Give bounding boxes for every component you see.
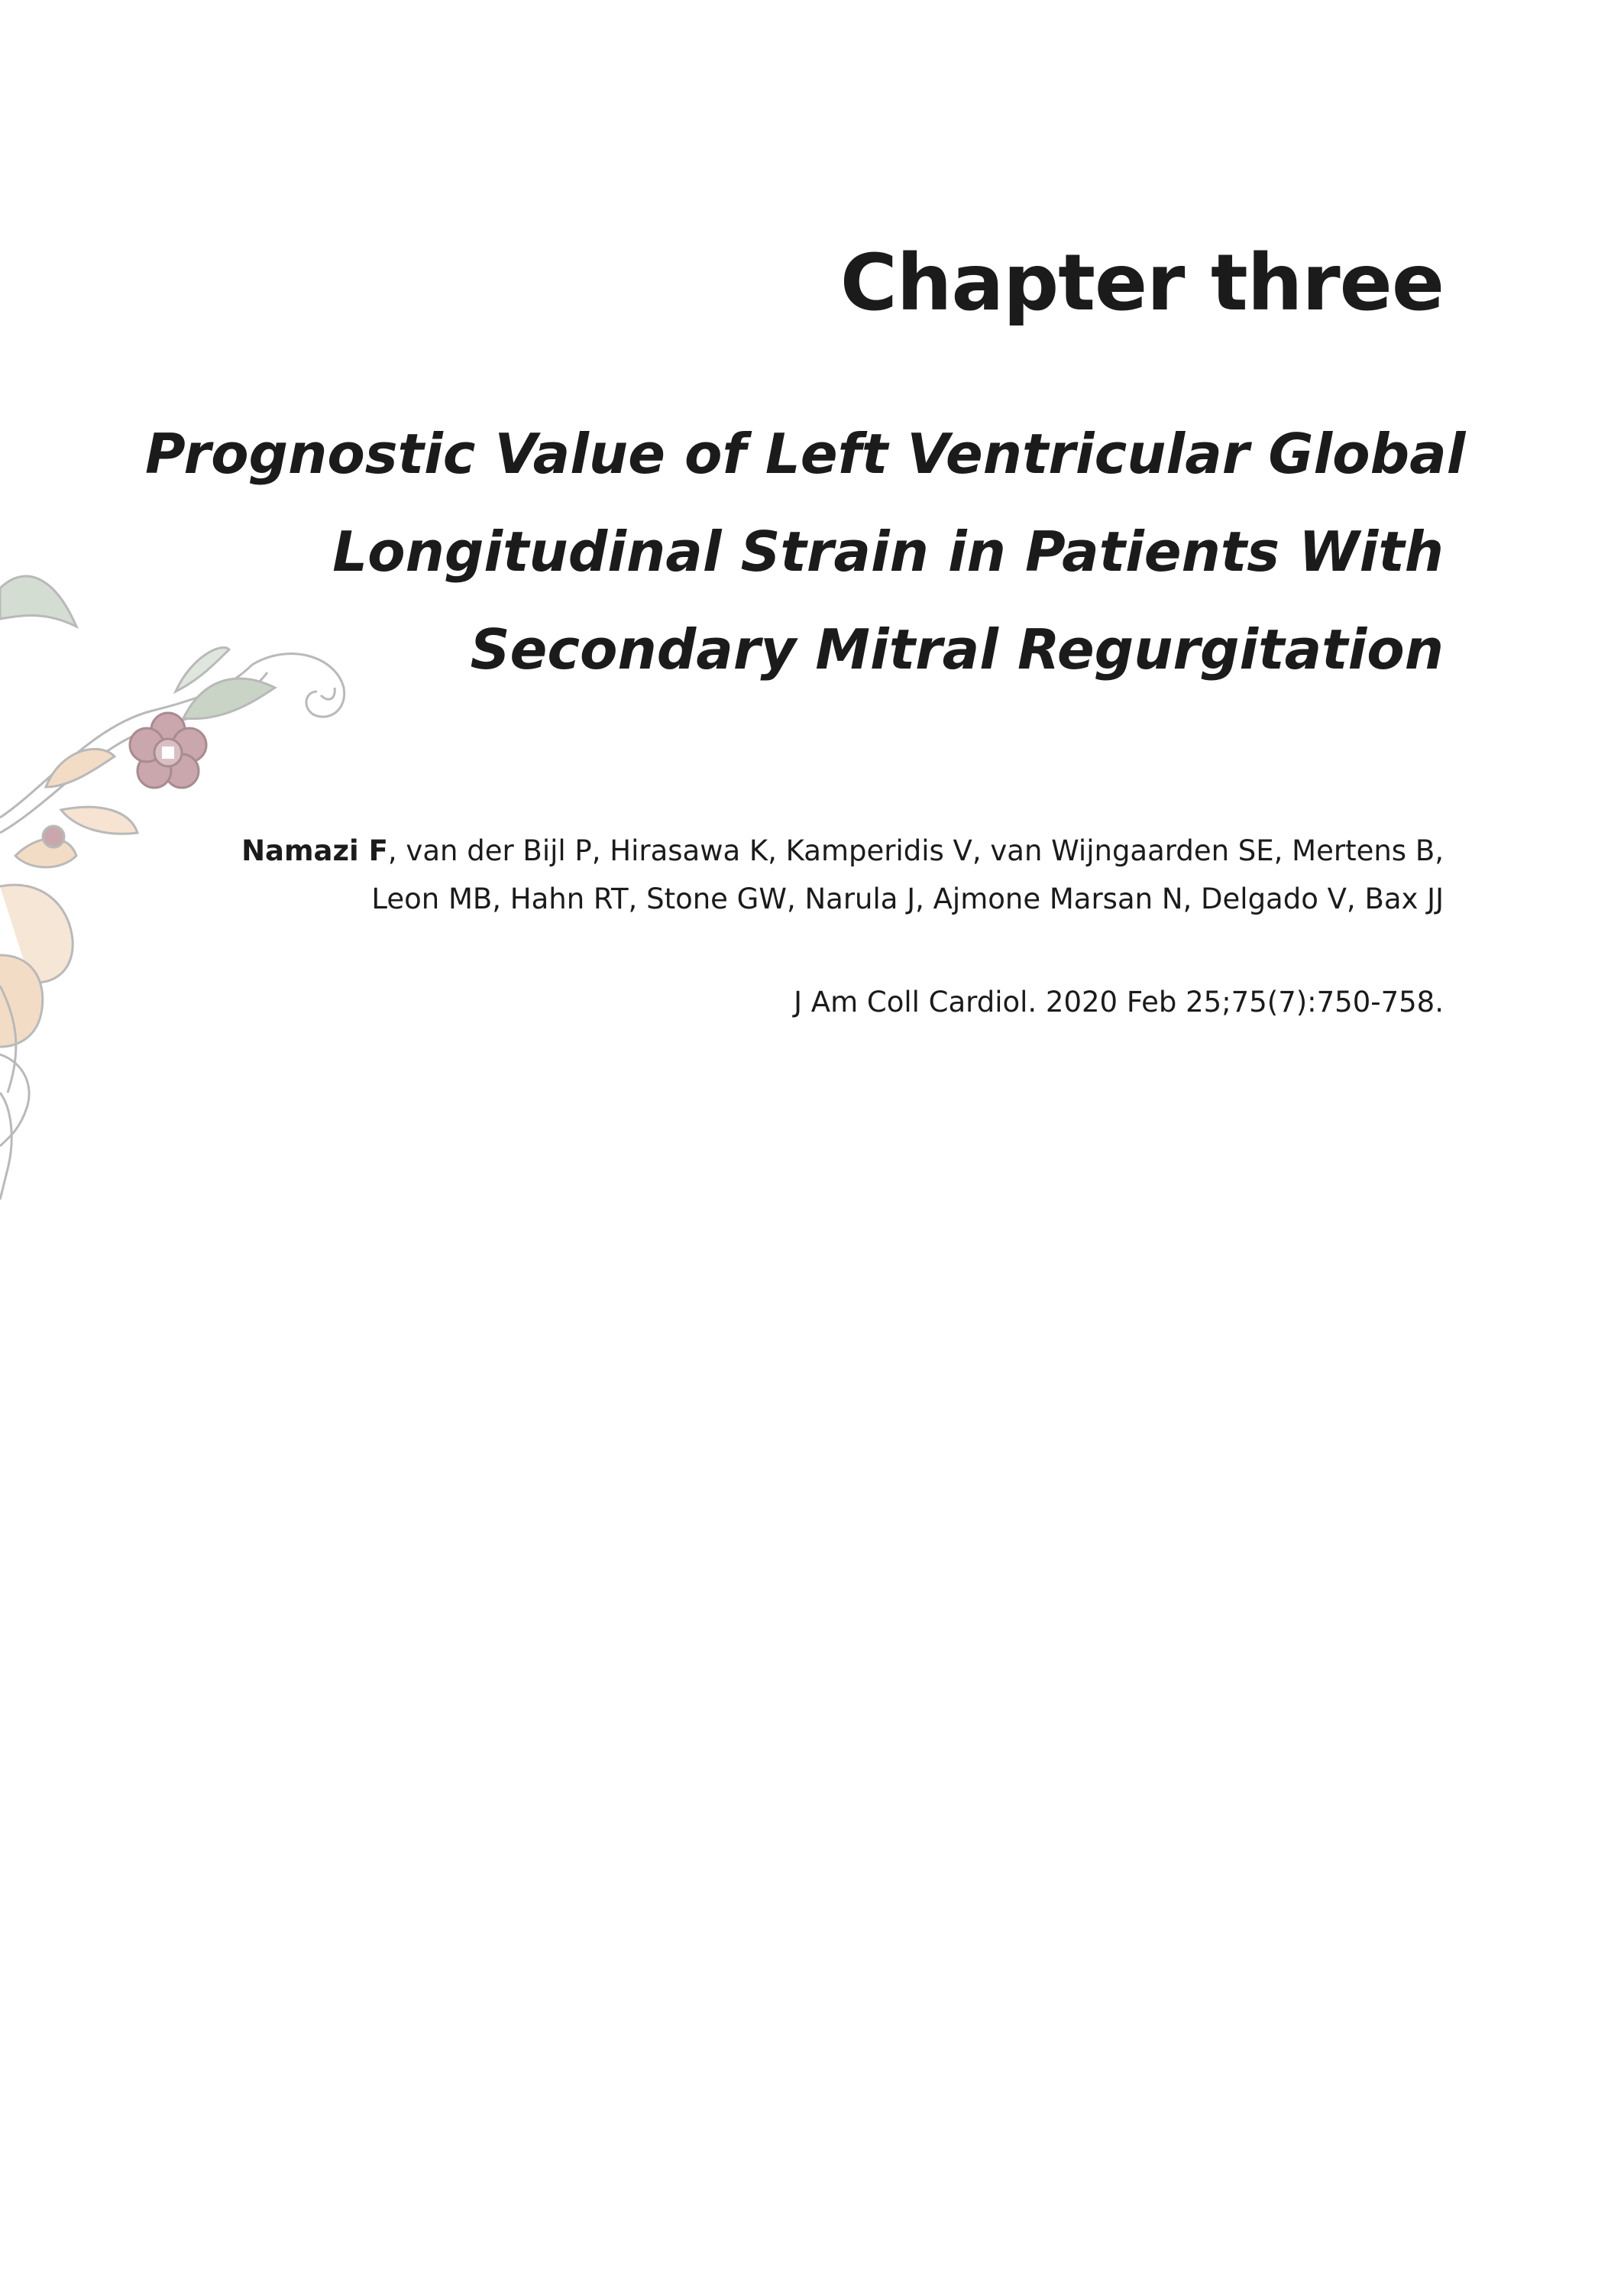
author-line: Leon MB, Hahn RT, Stone GW, Narula J, Ajmone Marsan N, Delgado V, Bax JJ — [371, 883, 1444, 915]
chapter-heading: Chapter three — [839, 238, 1444, 329]
author-line — [145, 827, 1444, 875]
paper-title-line: Secondary Mitral Regurgitation — [470, 617, 1444, 682]
author-names: , van der Bijl P, Hirasawa K, Kamperidis V, van Wijngaarden SE, Mertens B, — [387, 834, 1444, 867]
paper-title-line: Prognostic Value of Left Ventricular Global — [145, 422, 1466, 486]
paper-title-line: Longitudinal Strain in Patients With — [332, 520, 1444, 584]
first-author: Namazi F — [241, 834, 388, 867]
author-list — [145, 827, 1444, 923]
paper-title — [145, 405, 1466, 698]
journal-citation: J Am Coll Cardiol. 2020 Feb 25;75(7):750-758. — [794, 986, 1444, 1019]
